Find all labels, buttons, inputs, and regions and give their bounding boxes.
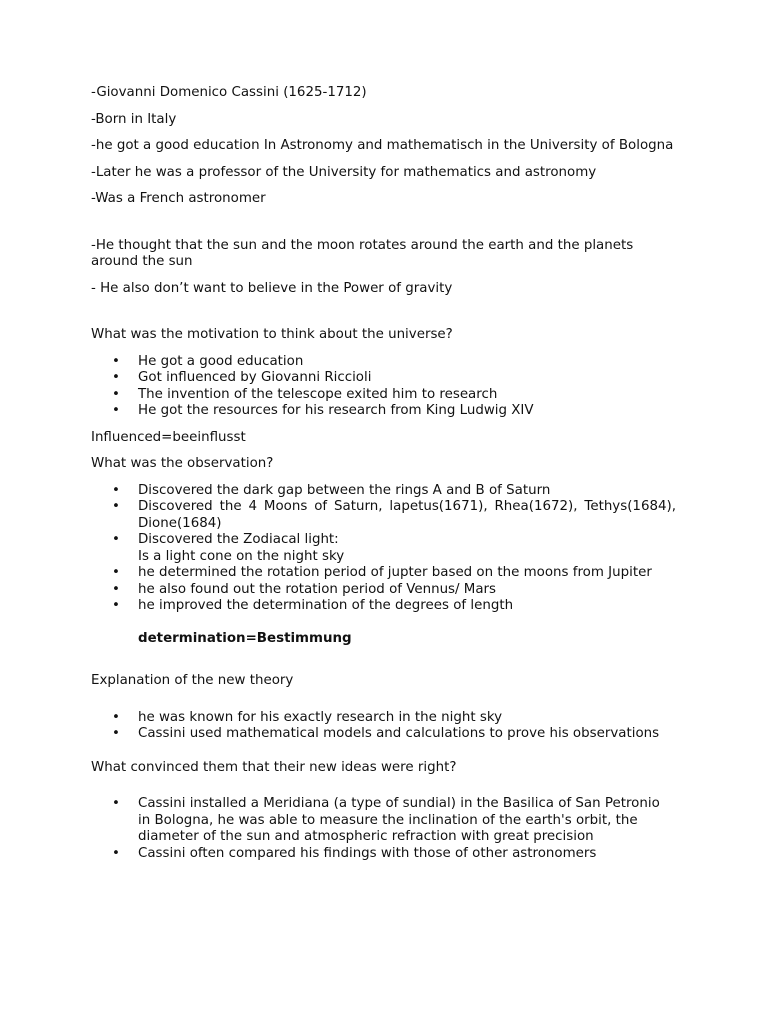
list-item: • He got a good education (91, 354, 676, 371)
list-item: • he also found out the rotation period of Vennus/ Mars (91, 582, 676, 599)
list-item-line: • Discovered the Zodiacal light: (138, 532, 339, 547)
intro-professor: -Later he was a professor of the University for mathematics and astronomy (91, 164, 597, 180)
list-item: • Cassini often compared his findings with those of other astronomers (91, 846, 676, 863)
list-item (91, 532, 676, 565)
list-item: • Discovered the dark gap between the rings A and B of Saturn (91, 483, 676, 500)
list-item: • Cassini installed a Meridiana (a type of sundial) in the Basilica of San Petronio in Bologna, he was able to measure the inclination of the earth's orbit, the diameter of the sun and atmospheric refraction with great precision (91, 796, 676, 846)
motivation-vocab: Influenced=beeinflusst (91, 429, 246, 445)
explanation-heading: Explanation of the new theory (91, 673, 294, 688)
list-item: • He got the resources for his research from King Ludwig XIV (91, 403, 676, 420)
convinced-question: What convinced them that their new ideas were right? (91, 759, 457, 775)
observation-vocab: determination=Bestimmung (138, 630, 352, 646)
explanation-list (91, 710, 676, 743)
list-item: • Got influenced by Giovanni Riccioli (91, 370, 676, 387)
motivation-list (91, 354, 676, 420)
intro-name: -Giovanni Domenico Cassini (1625-1712) (91, 85, 367, 100)
document-page (91, 85, 676, 872)
belief-gravity: - He also don’t want to believe in the Power of gravity (91, 280, 453, 296)
list-item: • he determined the rotation period of jupter based on the moons from Jupiter (91, 565, 676, 582)
intro-french: -Was a French astronomer (91, 191, 266, 206)
convinced-list (91, 796, 676, 862)
list-item: • Discovered the 4 Moons of Saturn, lapetus(1671), Rhea(1672), Tethys(1684), Dione(1684) (91, 499, 676, 532)
observation-list (91, 483, 676, 615)
intro-born: -Born in Italy (91, 111, 177, 127)
motivation-question: What was the motivation to think about the universe? (91, 327, 453, 342)
belief-rotation: -He thought that the sun and the moon rotates around the earth and the planets around the sun (91, 237, 634, 269)
observation-question: What was the observation? (91, 456, 274, 471)
list-item: • Cassini used mathematical models and calculations to prove his observations (91, 726, 676, 743)
list-item: • he was known for his exactly research in the night sky (91, 710, 676, 727)
list-item: • The invention of the telescope exited him to research (91, 387, 676, 404)
intro-education: -he got a good education In Astronomy and mathematisch in the University of Bologna (91, 138, 674, 153)
list-item: • he improved the determination of the degrees of length (91, 598, 676, 615)
list-item-line: Is a light cone on the night sky (138, 548, 345, 564)
